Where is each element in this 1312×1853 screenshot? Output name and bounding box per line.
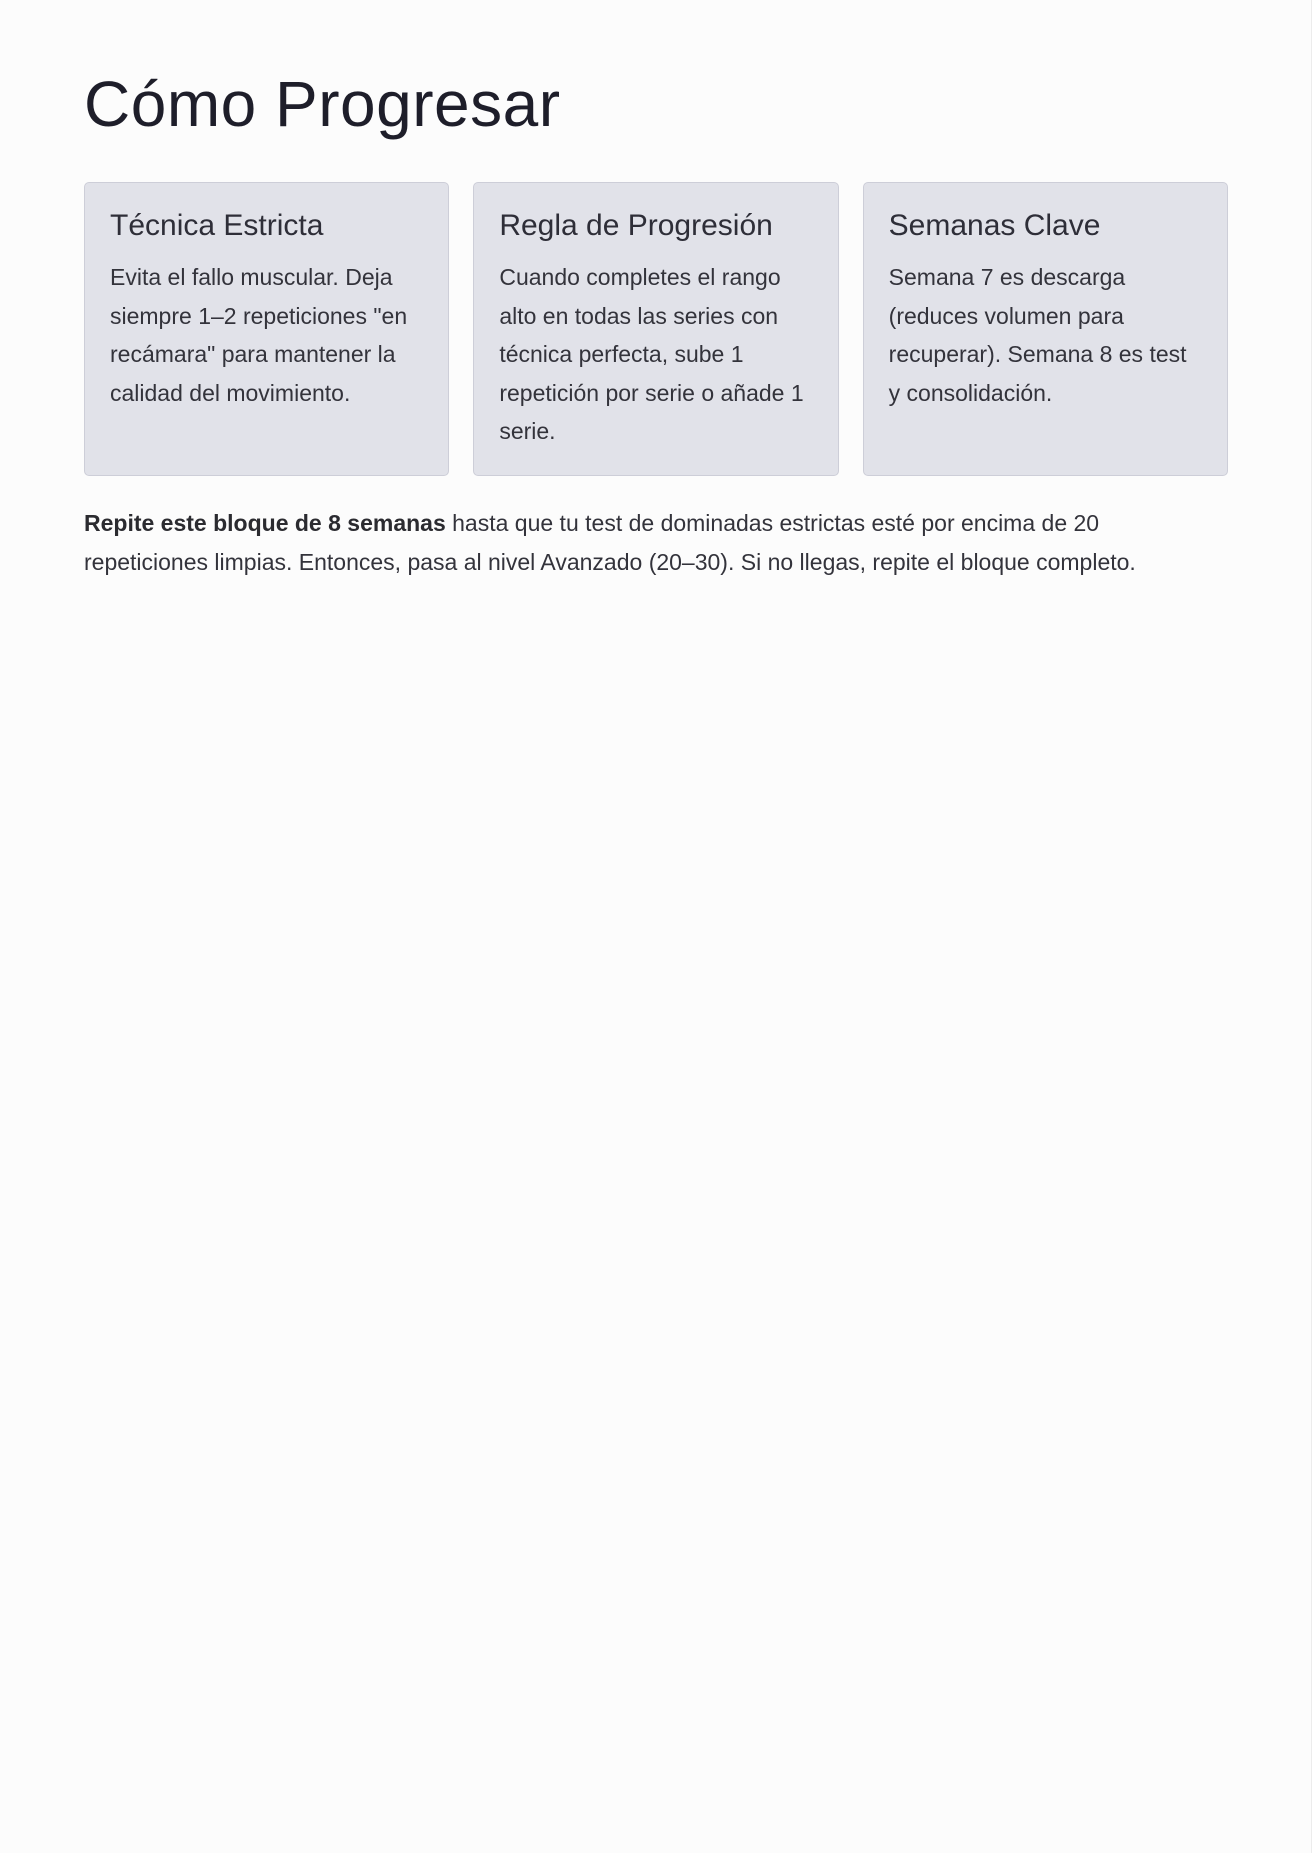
- card-title: Semanas Clave: [888, 209, 1101, 242]
- summary-bold: Repite este bloque de 8 semanas: [84, 510, 446, 536]
- card-regla-de-progresion: [473, 182, 838, 476]
- summary-text: hasta que tu test de dominadas estrictas esté por encima de 20 repeticiones limpias. Entonces, pasa al nivel Avanzado (20–30). Si no llegas, repite el bloque completo.: [84, 510, 1136, 575]
- card-body: Cuando completes el rango alto en todas las series con técnica perfecta, sube 1 repetición por serie o añade 1 serie.: [499, 264, 804, 444]
- card-tecnica-estricta: [84, 182, 449, 476]
- page-title: Cómo Progresar: [84, 68, 561, 140]
- card-title: Regla de Progresión: [499, 209, 773, 242]
- summary-paragraph: [84, 504, 1228, 582]
- cards-row: [84, 182, 1228, 476]
- card-semanas-clave: [863, 182, 1228, 476]
- page: [0, 0, 1312, 582]
- card-body: Evita el fallo muscular. Deja siempre 1–2 repeticiones "en recámara" para mantener la calidad del movimiento.: [110, 264, 408, 406]
- card-title: Técnica Estricta: [110, 209, 324, 242]
- card-body: Semana 7 es descarga (reduces volumen para recuperar). Semana 8 es test y consolidación.: [888, 264, 1187, 406]
